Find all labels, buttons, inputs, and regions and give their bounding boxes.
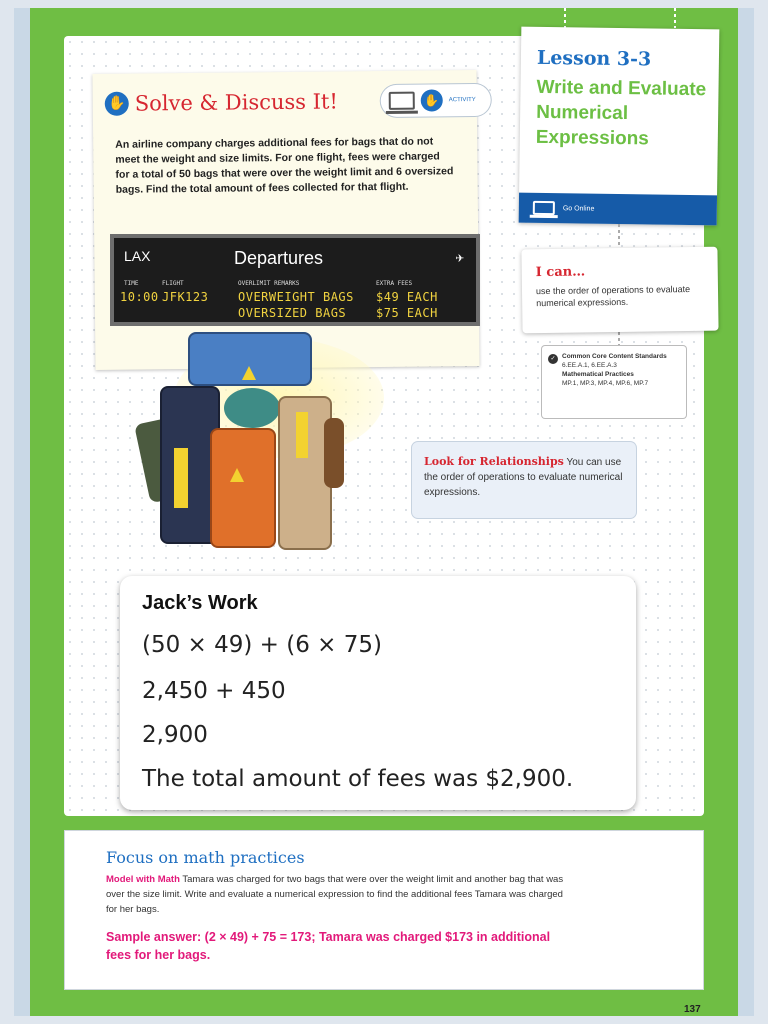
work-line-3: 2,900 — [142, 722, 208, 748]
connector — [618, 224, 620, 248]
standards-box — [542, 346, 686, 418]
solve-title — [105, 89, 338, 115]
flight-number: JFK123 — [162, 290, 209, 304]
look-text: You can use the order of operations to evaluate numerical expressions. — [424, 457, 623, 498]
i-can-card — [521, 247, 718, 334]
solve-title-text: Solve & Discuss It! — [134, 89, 338, 116]
page — [14, 8, 754, 1016]
col-time: TIME — [124, 280, 139, 287]
connector — [618, 332, 620, 346]
page-number: 137 — [684, 1004, 701, 1015]
airplane-icon: ✈ — [455, 250, 464, 266]
board-heading: Departures — [234, 248, 324, 268]
col-remarks: OVERLIMIT REMARKS — [238, 280, 300, 287]
standards-icon: ✓ — [548, 354, 558, 364]
laptop-icon — [389, 92, 415, 110]
flight-time: 10:00 — [120, 290, 159, 304]
work-line-2: 2,450 + 450 — [142, 678, 286, 704]
look-for-relationships-box — [412, 442, 636, 518]
remark-row-2: OVERSIZED BAGS — [238, 306, 347, 320]
remark-row-1: OVERWEIGHT BAGS — [238, 290, 354, 304]
look-text-block — [424, 454, 629, 500]
lesson-number: Lesson 3-3 — [536, 46, 652, 71]
col-flight: FLIGHT — [162, 280, 184, 287]
standards-text — [562, 352, 682, 388]
work-line-4: The total amount of fees was $2,900. — [142, 766, 574, 792]
focus-text: Tamara was charged for two bags that were over the weight limit and another bag that was over the size limit. Write and evaluate a numerical expression to find the additional fees Tamara was charged for her bags. — [106, 874, 564, 915]
lesson-title: Write and Evaluate Numerical Expressions — [535, 76, 707, 150]
standards-title: Common Core Content Standards — [562, 353, 667, 360]
sample-answer: Sample answer: (2 × 49) + 75 = 173; Tamara was charged $173 in additional fees for her bags. — [106, 930, 551, 962]
i-can-heading: I can… — [535, 264, 586, 281]
airport-code: LAX — [124, 248, 151, 264]
right-strip — [738, 8, 754, 1016]
focus-lead: Model with Math — [106, 874, 180, 885]
divider — [674, 8, 676, 28]
go-online-label: Go Online — [562, 204, 595, 213]
focus-text-block — [106, 872, 576, 917]
lesson-card — [519, 27, 720, 226]
laptop-icon — [533, 201, 555, 215]
i-can-text: use the order of operations to evaluate numerical expressions. — [535, 284, 691, 309]
departures-board — [110, 234, 480, 326]
hand-icon: ✋ — [105, 92, 129, 116]
col-fees: EXTRA FEES — [376, 280, 413, 287]
hand-icon: ✋ — [421, 89, 443, 111]
divider — [564, 8, 566, 28]
fee-row-2: $75 EACH — [376, 306, 438, 320]
go-online-bar[interactable] — [519, 193, 717, 226]
problem-text: An airline company charges additional fees for bags that do not meet the weight and size limits. For one flight, fees were charged for a total of 50 bags that were over the weight limit and 6 oversized bags. Find the total amount of fees collected for that flight. — [115, 135, 454, 196]
left-strip — [14, 8, 30, 1016]
jacks-work-card — [120, 576, 636, 810]
jacks-work-heading: Jack’s Work — [142, 592, 258, 614]
practices-list: MP.1, MP.3, MP.4, MP.6, MP.7 — [562, 380, 649, 387]
look-heading: Look for Relationships — [424, 455, 564, 468]
activity-label: ACTIVITY — [448, 97, 476, 104]
activity-badge[interactable] — [381, 84, 491, 117]
practices-title: Mathematical Practices — [562, 371, 634, 378]
focus-heading: Focus on math practices — [106, 848, 305, 867]
standards-list: 6.EE.A.1, 6.EE.A.3 — [562, 362, 617, 369]
fee-row-1: $49 EACH — [376, 290, 438, 304]
work-line-1: (50 × 49) + (6 × 75) — [142, 632, 383, 658]
